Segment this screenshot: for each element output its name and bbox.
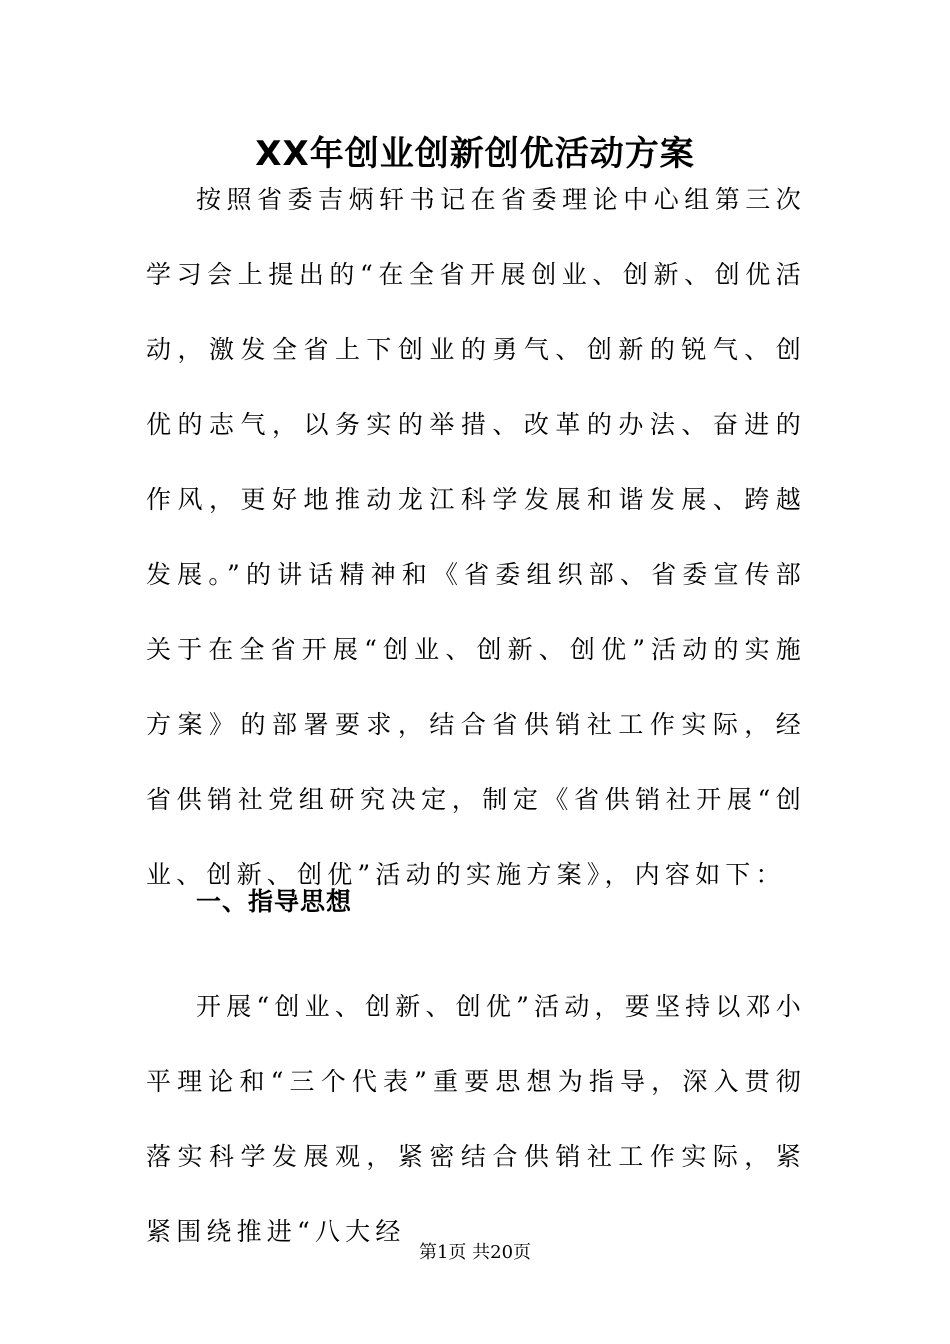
intro-paragraph: 按照省委吉炳轩书记在省委理论中心组第三次学习会上提出的“在全省开展创业、创新、创优活动，激发全省上下创业的勇气、创新的锐气、创优的志气，以务实的举措、改革的办法、奋进的作风，更好地推动龙江科学发展和谐发展、跨越发展。”的讲话精神和《省委组织部、省委宣传部关于在全省开展“创业、创新、创优”活动的实施方案》的部署要求，结合省供销社工作实际，经省供销社党组研究决定，制定《省供销社开展“创业、创新、创优”活动的实施方案》，内容如下： [146, 185, 806, 889]
section-heading: 一、指导思想 [196, 887, 353, 916]
guiding-thought-paragraph: 开展“创业、创新、创优”活动，要坚持以邓小平理论和“三个代表”重要思想为指导，深入贯彻落实科学发展观，紧密结合供销社工作实际，紧紧围绕推进“八大经 [146, 992, 806, 1246]
document-title: XX年创业创新创优活动方案 [255, 134, 695, 174]
page-footer: 第1页 共20页 [418, 1242, 532, 1263]
